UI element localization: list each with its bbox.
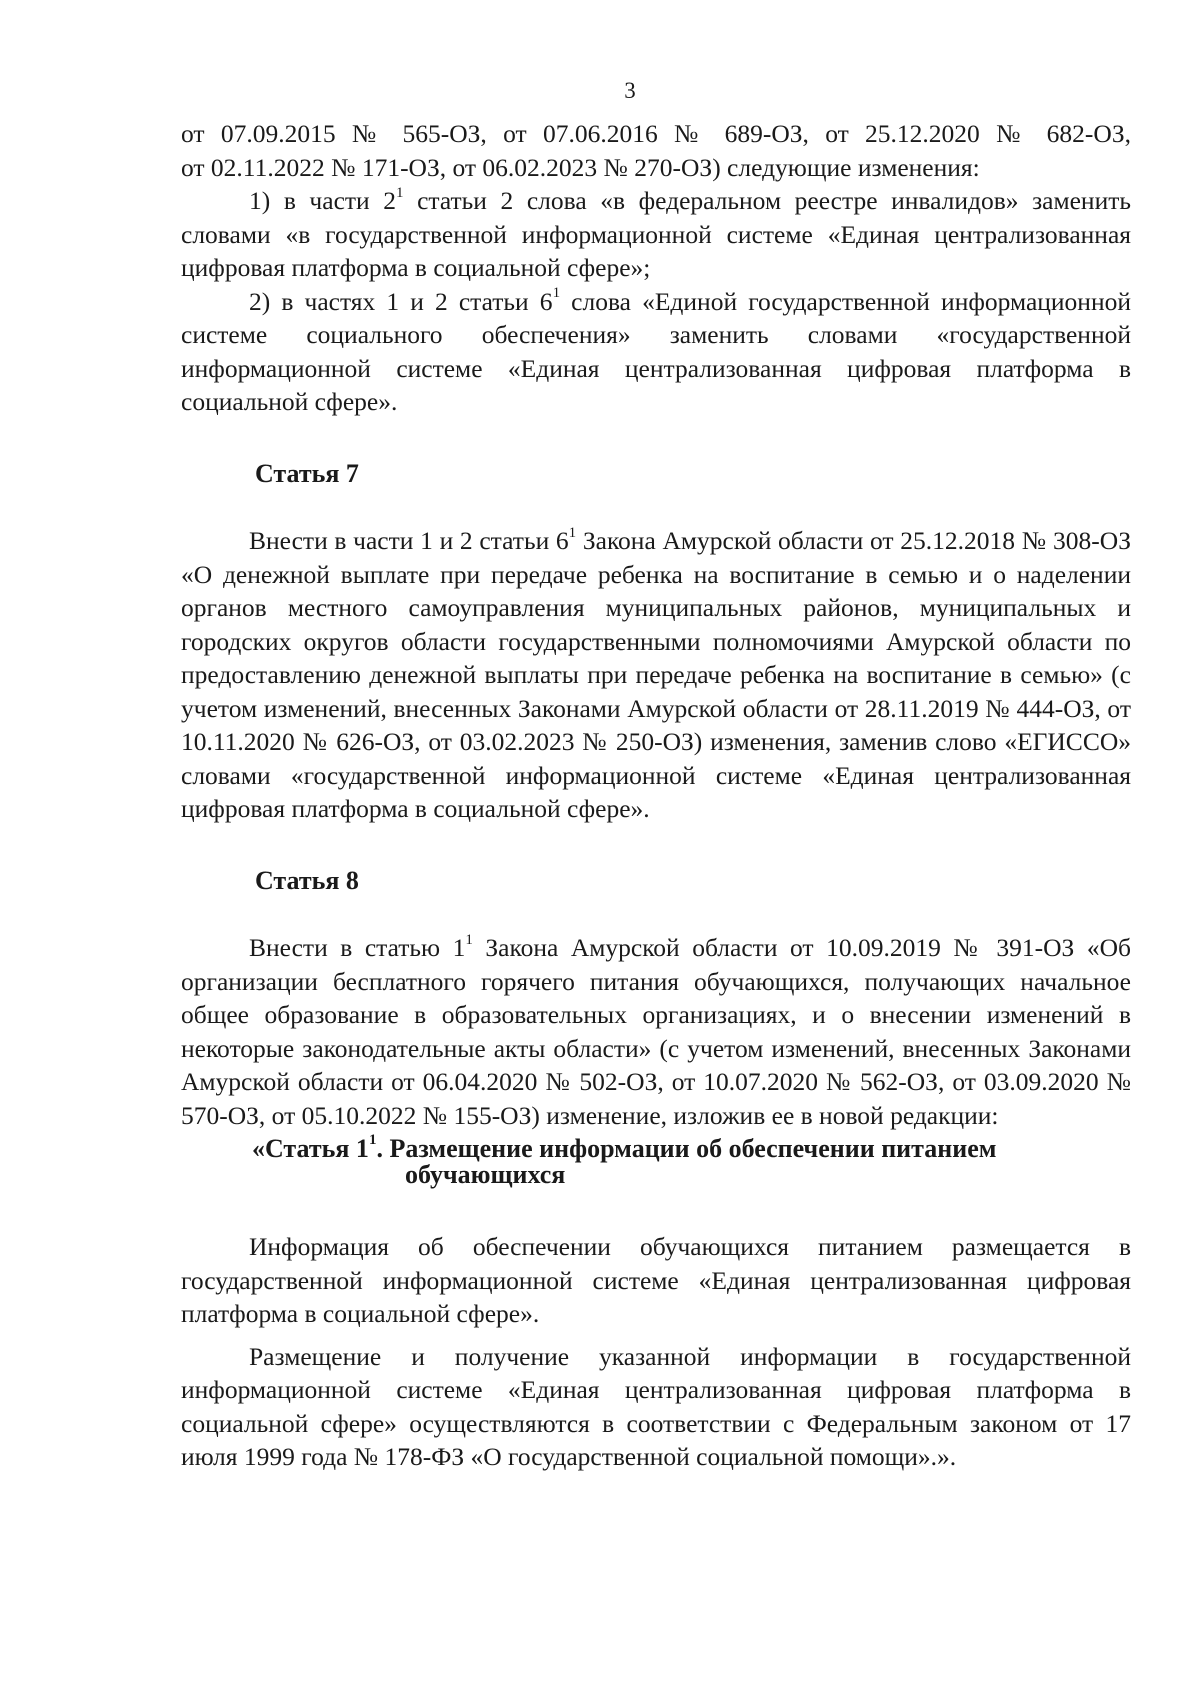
item-1-text-start: 1) в части 2 bbox=[249, 186, 397, 215]
amendment-item-1 bbox=[181, 184, 1131, 285]
spacer bbox=[181, 1331, 1131, 1340]
article-8-superscript: 1 bbox=[465, 931, 473, 948]
page-number: 3 bbox=[624, 78, 636, 103]
article-7-superscript: 1 bbox=[568, 524, 577, 541]
article-7-text-end: Закона Амурской области от 25.12.2018 № 308-ОЗ «О денежной выплате при передаче ребенка на воспитание в семью и о наделении органов местного самоуправления муниципальных районов, муниципальных и городских округов области государственными полномочиями Амурской области по предоставлению денежной выплаты при передаче ребенка на воспитание в семью» (с учетом изменений, внесенных Законами Амурской области от 28.11.2019 № 444-ОЗ, от 10.11.2020 № 626-ОЗ, от 03.02.2023 № 250-ОЗ) изменения, заменив слово «ЕГИССО» словами «государственной информационной системе «Единая централизованная цифровая платформа в социальной сфере». bbox=[181, 526, 1131, 823]
item-1-superscript: 1 bbox=[396, 184, 404, 201]
new-article-heading-end: . Размещение информации об обеспечении питанием bbox=[376, 1134, 997, 1163]
item-2-superscript: 1 bbox=[552, 285, 561, 301]
spacer bbox=[181, 1188, 1131, 1230]
article-7-heading: Статья 7 bbox=[255, 458, 359, 488]
new-article-heading-start: «Статья 1 bbox=[252, 1134, 369, 1163]
article-7-body bbox=[181, 524, 1131, 826]
new-article-paragraph-1: Информация об обеспечении обучающихся питанием размещается в государственной информационной системе «Единая централизованная цифровая платформа в социальной сфере». bbox=[181, 1232, 1131, 1328]
item-1-text-end: статьи 2 слова «в федеральном реестре инвалидов» заменить словами «в государственной информационной системе «Единая централизованная цифровая платформа в социальной сфере»; bbox=[181, 186, 1131, 282]
new-article-heading bbox=[252, 1132, 1052, 1189]
new-article-paragraph-2: Размещение и получение указанной информации в государственной информационной системе «Единая централизованная цифровая платформа в социальной сфере» осуществляются в соответствии с Федеральным законом от 17 июля 1999 года № 178-ФЗ «О государственной социальной помощи».». bbox=[181, 1341, 1131, 1471]
document-body bbox=[181, 117, 1131, 1474]
intro-line-2: от 02.11.2022 № 171-ОЗ, от 06.02.2023 № 270-ОЗ) следующие изменения: bbox=[181, 152, 980, 182]
amendment-item-2 bbox=[181, 285, 1131, 419]
article-8-body bbox=[181, 931, 1131, 1132]
item-2-text-start: 2) в частях 1 и 2 статьи 6 bbox=[249, 286, 553, 316]
item-2-text-end: слова «Единой государственной информационной системе социального обеспечения» заменить словами «государственной информационной системе «Единая централизованная цифровая платформа в социальной сфере». bbox=[181, 286, 1131, 416]
new-article-heading-line-2: обучающихся bbox=[405, 1160, 566, 1189]
intro-line-1: от 07.09.2015 № 565-ОЗ, от 07.06.2016 № 689-ОЗ, от 25.12.2020 № 682-ОЗ, bbox=[181, 119, 1131, 148]
article-8-text-start: Внести в статью 1 bbox=[249, 933, 466, 962]
article-8-heading: Статья 8 bbox=[255, 865, 359, 895]
article-7-text-start: Внести в части 1 и 2 статьи 6 bbox=[249, 526, 569, 555]
article-8-text-end: Закона Амурской области от 10.09.2019 № 391-ОЗ «Об организации бесплатного горячего питания обучающихся, получающих начальное общее образование в образовательных организациях, и о внесении изменений в некоторые законодательные акты области» (с учетом изменений, внесенных Законами Амурской области от 06.04.2020 № 502-ОЗ, от 10.07.2020 № 562-ОЗ, от 03.09.2020 № 570-ОЗ, от 05.10.2022 № 155-ОЗ) изменение, изложив ее в новой редакции: bbox=[181, 933, 1131, 1130]
new-article-heading-superscript: 1 bbox=[368, 1132, 377, 1149]
